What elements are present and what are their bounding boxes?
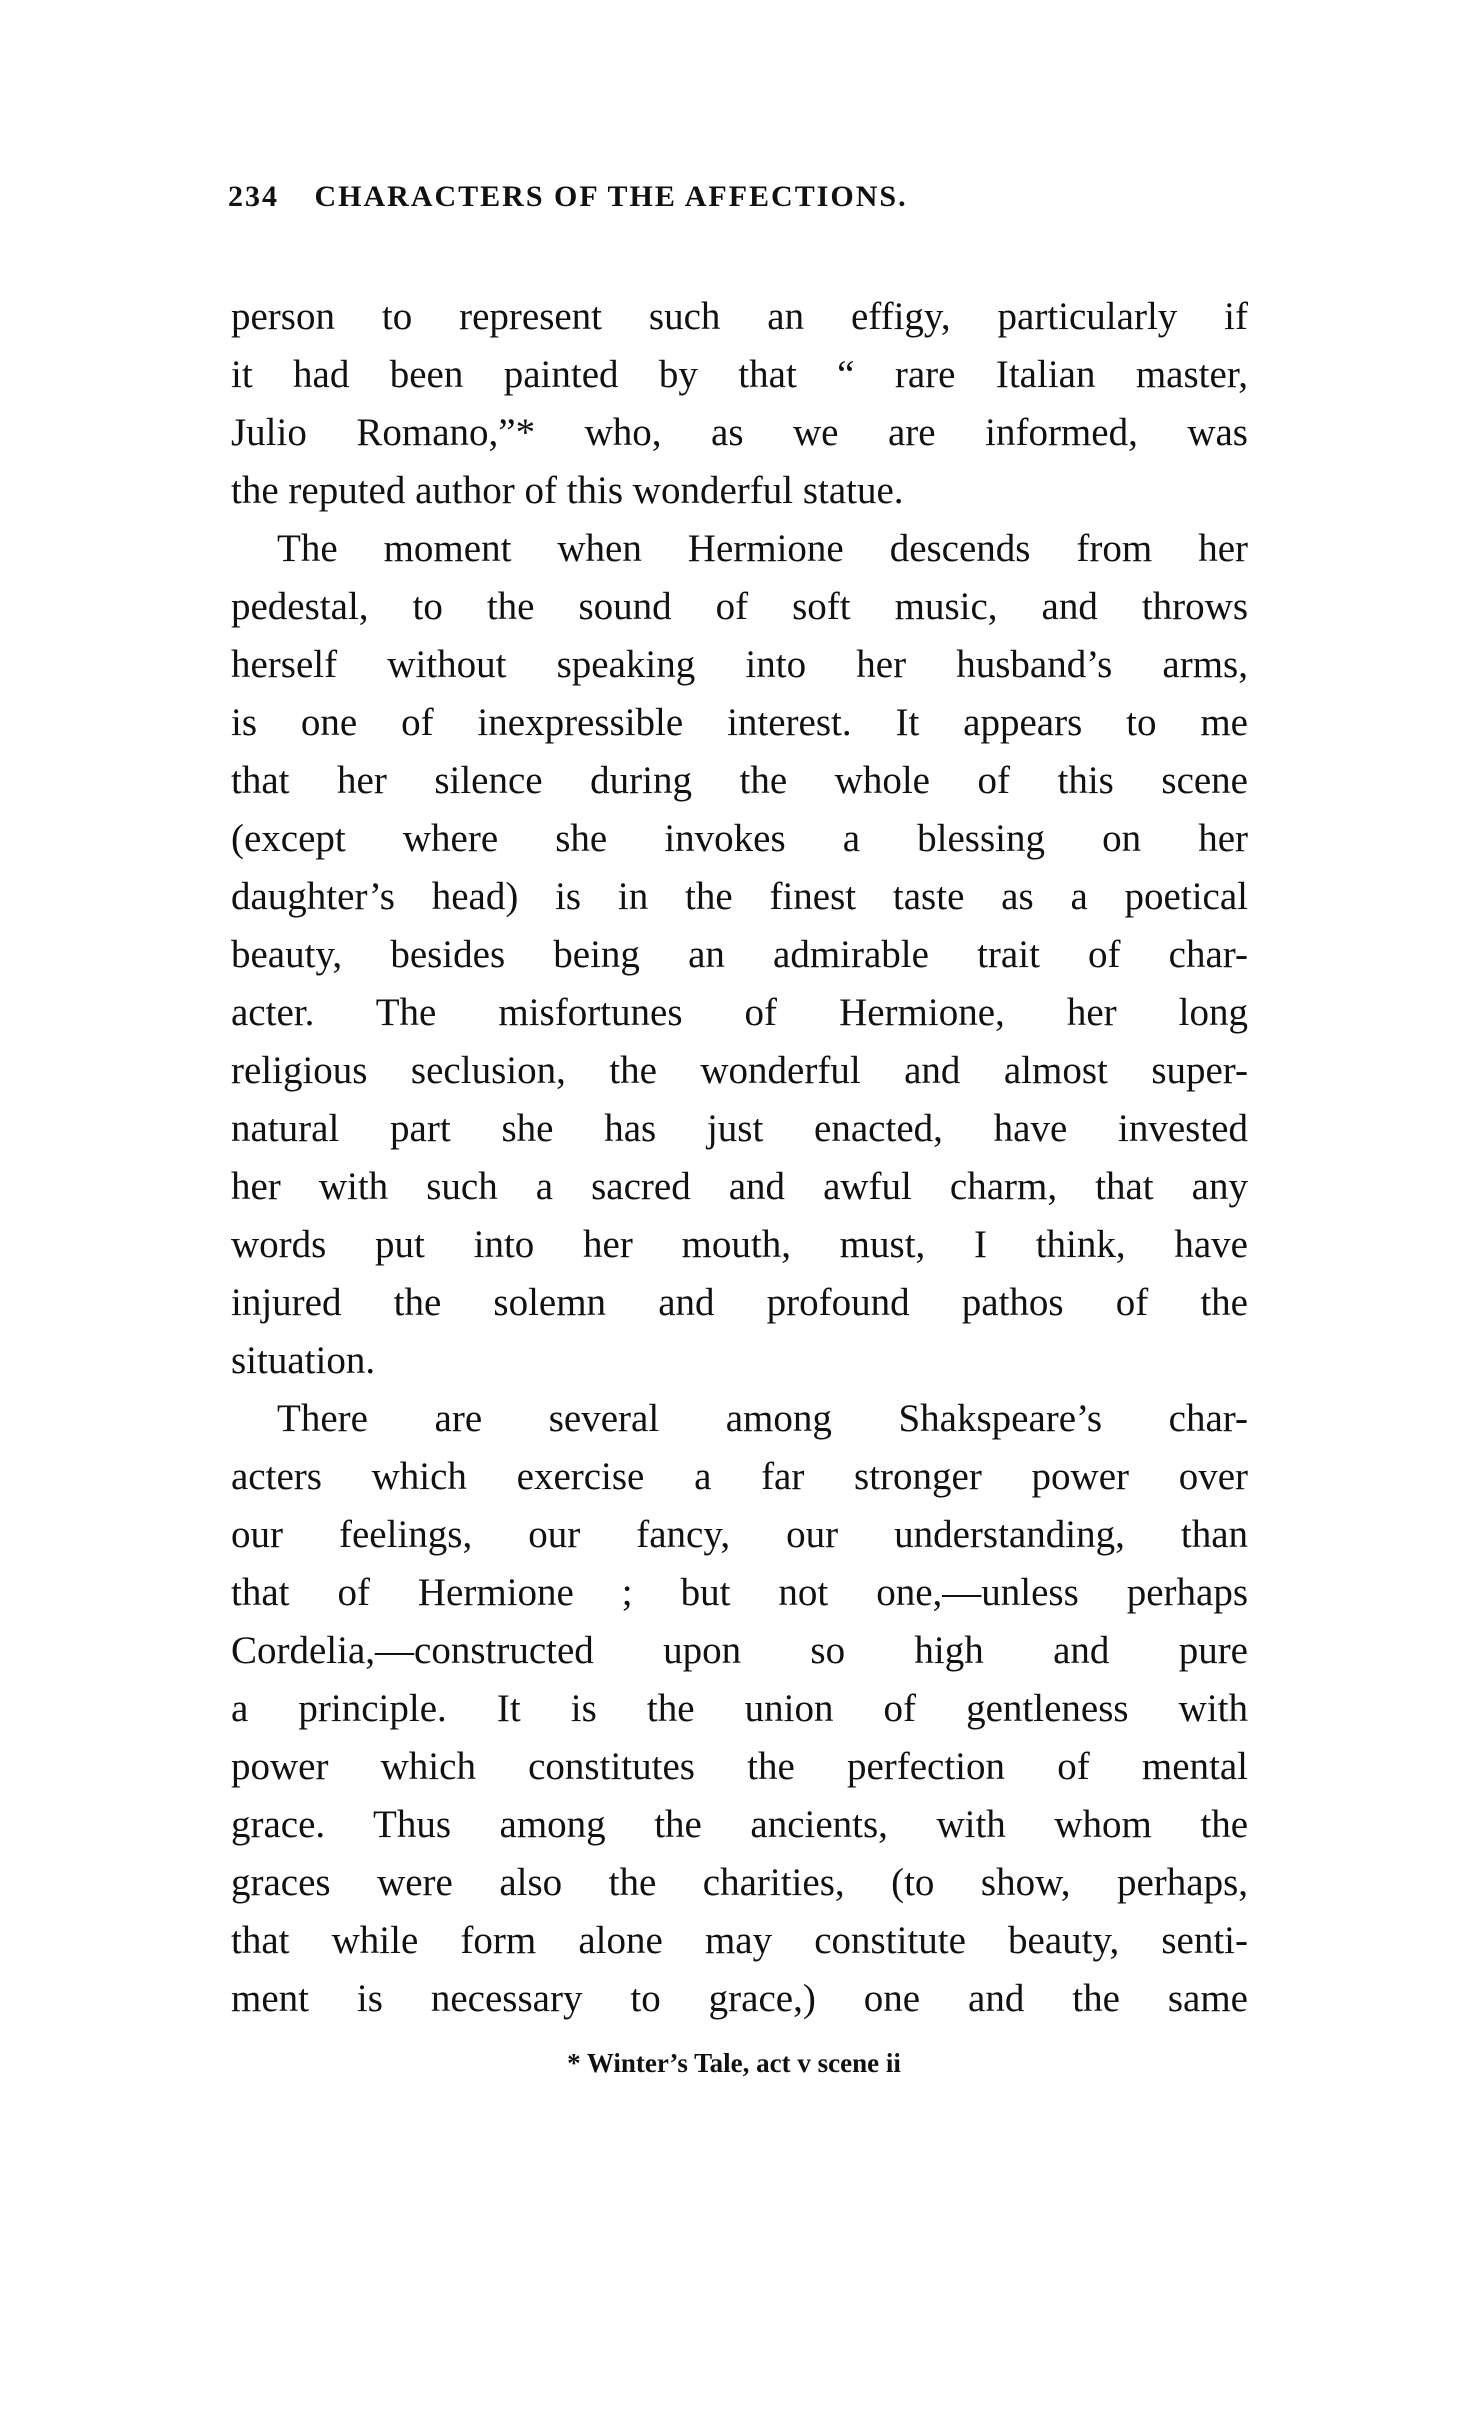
text-line: Cordelia,—constructed upon so high and pure: [231, 1629, 1248, 1672]
text-line: a principle. It is the union of gentleness with: [231, 1687, 1248, 1730]
text-line: person to represent such an effigy, particularly if: [231, 295, 1248, 338]
text-line: that while form alone may constitute beauty, senti-: [231, 1919, 1248, 1962]
text-line: that her silence during the whole of this scene: [231, 759, 1248, 802]
page-body: [231, 288, 1248, 2028]
text-line: herself without speaking into her husband’s arms,: [231, 643, 1248, 686]
text-line: power which constitutes the perfection of mental: [231, 1745, 1248, 1788]
text-line: that of Hermione ; but not one,—unless perhaps: [231, 1571, 1248, 1614]
text-line: is one of inexpressible interest. It appears to me: [231, 701, 1248, 744]
text-line: The moment when Hermione descends from her: [277, 527, 1248, 570]
text-line: (except where she invokes a blessing on her: [231, 817, 1248, 860]
text-line: pedestal, to the sound of soft music, and throws: [231, 585, 1248, 628]
text-line: injured the solemn and profound pathos of the: [231, 1281, 1248, 1324]
text-line: Julio Romano,”* who, as we are informed, was: [231, 411, 1248, 454]
text-line: it had been painted by that “ rare Italian master,: [231, 353, 1248, 396]
text-line: the reputed author of this wonderful statue.: [231, 469, 904, 512]
text-line: ment is necessary to grace,) one and the same: [231, 1977, 1248, 2020]
text-line: acter. The misfortunes of Hermione, her long: [231, 991, 1248, 1034]
page-number: 234: [228, 180, 279, 213]
text-line: religious seclusion, the wonderful and almost super-: [231, 1049, 1248, 1092]
footnote: * Winter’s Tale, act v scene ii: [567, 2048, 901, 2078]
text-line: acters which exercise a far stronger power over: [231, 1455, 1248, 1498]
text-line: words put into her mouth, must, I think, have: [231, 1223, 1248, 1266]
running-title: CHARACTERS OF THE AFFECTIONS.: [314, 180, 908, 213]
text-line: her with such a sacred and awful charm, that any: [231, 1165, 1248, 1208]
text-line: graces were also the charities, (to show, perhaps,: [231, 1861, 1248, 1904]
text-line: beauty, besides being an admirable trait of char-: [231, 933, 1248, 976]
text-line: our feelings, our fancy, our understanding, than: [231, 1513, 1248, 1556]
text-line: natural part she has just enacted, have invested: [231, 1107, 1248, 1150]
text-line: situation.: [231, 1339, 376, 1382]
running-header: [228, 180, 1258, 214]
text-line: daughter’s head) is in the finest taste as a poetical: [231, 875, 1248, 918]
text-line: There are several among Shakspeare’s char-: [277, 1397, 1248, 1440]
text-line: grace. Thus among the ancients, with whom the: [231, 1803, 1248, 1846]
